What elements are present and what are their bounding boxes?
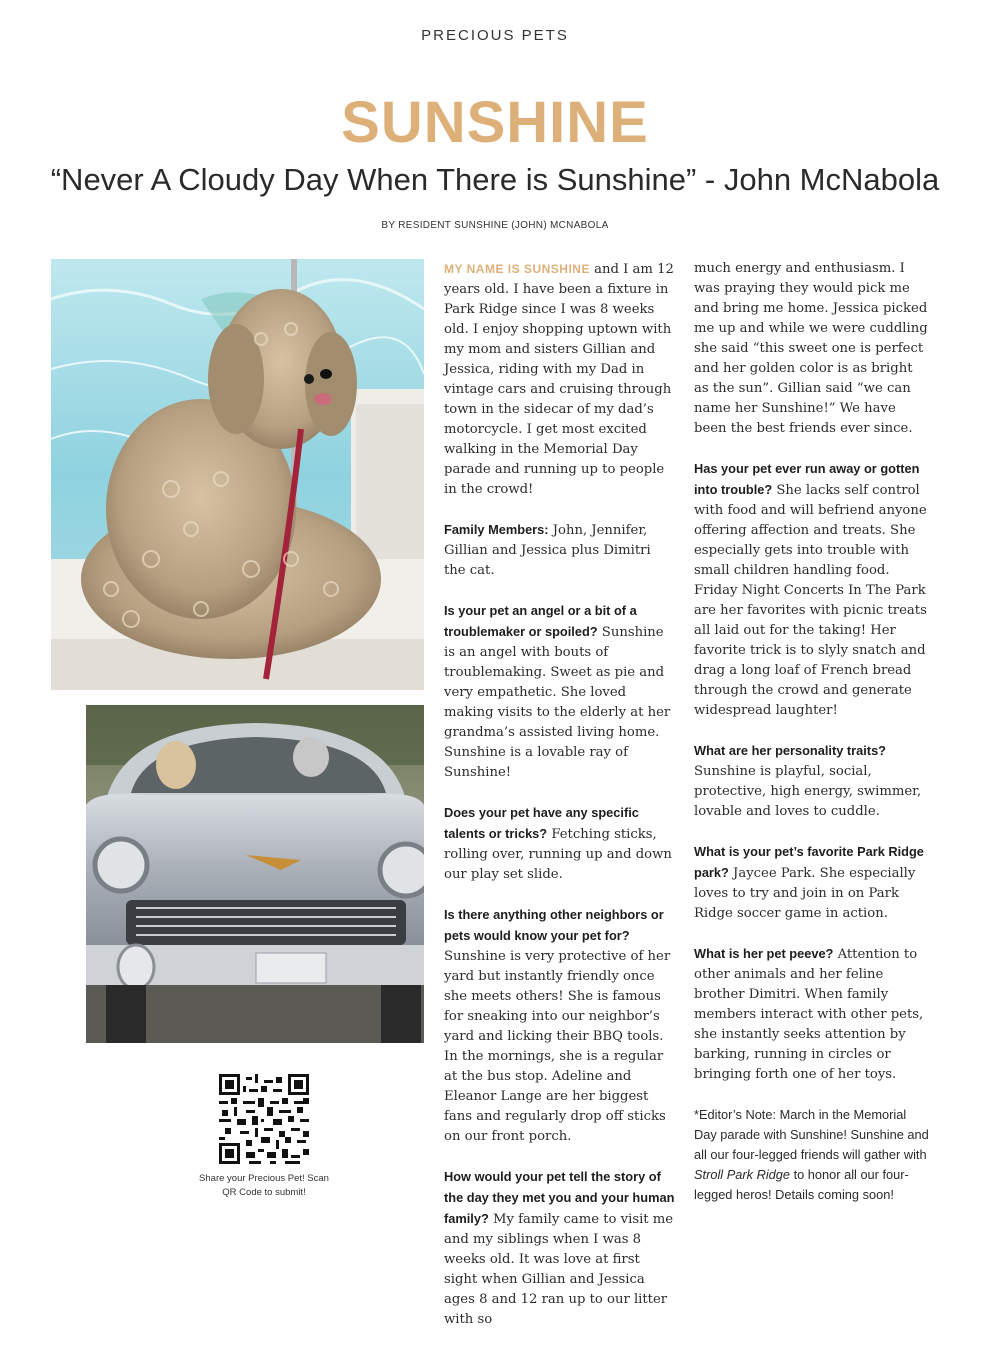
family-paragraph: [444, 520, 676, 581]
park-answer: Jaycee Park. She especially loves to try and join in on Park Ridge soccer game in action.: [694, 866, 916, 921]
known-question: Is there anything other neighbors or pets would know your pet for?: [444, 907, 664, 943]
article-column-1: [444, 259, 676, 1350]
car-photo: [86, 705, 424, 1043]
peeve-answer: Attention to other animals and her feline brother Dimitri. When family members interact with other pets, she instantly seeks attention by barking, running in circles or bringing forth one of her toys.: [694, 947, 924, 1082]
story-answer-part1: My family came to visit me and my siblings when I was 8 weeks old. It was love at first sight when Gillian and Jessica ages 8 and 12 ran up to our litter with so: [444, 1212, 674, 1327]
qr-caption-line2: QR Code to submit!: [222, 1187, 306, 1198]
family-answer: John, Jennifer, Gillian and Jessica plus Dimitri the cat.: [444, 523, 651, 578]
editor-note: [694, 1105, 930, 1205]
qr-caption: [186, 1172, 342, 1200]
qr-code[interactable]: [219, 1074, 309, 1164]
section-label: PRECIOUS PETS: [421, 27, 569, 44]
story-paragraph: [444, 1167, 676, 1330]
talents-question: Does your pet have any specific talents or tricks?: [444, 805, 639, 841]
traits-answer: Sunshine is playful, social, protective, high energy, swimmer, lovable and loves to cuddle.: [694, 764, 922, 819]
intro-lead: MY NAME IS SUNSHINE: [444, 262, 590, 276]
peeve-question: What is her pet peeve?: [694, 946, 834, 961]
intro-body: and I am 12 years old. I have been a fixture in Park Ridge since I was 8 weeks old. I enjoy shopping uptown with my mom and sisters Gillian and Jessica, riding with my Dad in vintage cars and cruising through town in the sidecar of my dad’s motorcycle. I get most excited walking in the Memorial Day parade and running up to people in the crowd!: [444, 262, 674, 497]
known-paragraph: [444, 905, 676, 1147]
talents-answer: Fetching sticks, rolling over, running up and down our play set slide.: [444, 827, 672, 882]
byline: BY RESIDENT SUNSHINE (JOHN) MCNABOLA: [381, 220, 609, 231]
park-question: What is your pet’s favorite Park Ridge park?: [694, 844, 924, 880]
runaway-question: Has your pet ever run away or gotten into trouble?: [694, 461, 920, 497]
peeve-paragraph: [694, 944, 930, 1085]
editor-note-part1: *Editor’s Note: March in the Memorial Day parade with Sunshine! Sunshine and all our four-legged friends will gather with: [694, 1107, 929, 1162]
traits-question: What are her personality traits?: [694, 743, 887, 758]
traits-paragraph: [694, 741, 930, 822]
stroll-park-ridge-link: Stroll Park Ridge: [694, 1167, 791, 1182]
editor-note-part2: to honor all our four-legged heros! Details coming soon!: [694, 1167, 909, 1202]
angel-paragraph: [444, 601, 676, 783]
runaway-answer: She lacks self control with food and will befriend anyone offering affection and treats. She especially gets into trouble with small children handling food. Friday Night Concerts In The Park are her favorites with picnic treats all laid out for the taking! Her favorite trick is to slyly snatch and drag a long loaf of French bread through the crowd and generate widespread laughter!: [694, 483, 927, 718]
intro-paragraph: [444, 259, 676, 500]
qr-caption-line1: Share your Precious Pet! Scan: [199, 1173, 329, 1184]
family-question: Family Members:: [444, 522, 549, 537]
angel-answer: Sunshine is an angel with bouts of troublemaking. Sweet as pie and very empathetic. She loved making visits to the elderly at her grandma’s assisted living home. Sunshine is a lovable ray of Sunshine!: [444, 625, 671, 780]
angel-question: Is your pet an angel or a bit of a troublemaker or spoiled?: [444, 603, 637, 639]
dog-photo: [51, 259, 424, 690]
story-question: How would your pet tell the story of the day they met you and your human family?: [444, 1169, 675, 1226]
known-answer: Sunshine is very protective of her yard but instantly friendly once she meets others! She is famous for sneaking into our neighbor’s yard and licking their BBQ tools. In the mornings, she is a regular at the bus stop. Adeline and Eleanor Lange are her biggest fans and regularly drop off sticks on our front porch.: [444, 949, 671, 1144]
runaway-paragraph: [694, 459, 930, 721]
story-continued-paragraph: much energy and enthusiasm. I was praying they would pick me and bring me home. Jessica picked me up and while we were cuddling she said “this sweet one is perfect and her golden color is as bright as the sun”. Gillian said “we can name her Sunshine!” We have been the best friends ever since.: [694, 261, 928, 436]
talents-paragraph: [444, 803, 676, 885]
page-subtitle: “Never A Cloudy Day When There is Sunshine” - John McNabola: [50, 162, 940, 197]
article-column-2: [694, 259, 930, 1225]
park-paragraph: [694, 842, 930, 924]
page-title: SUNSHINE: [341, 90, 649, 155]
